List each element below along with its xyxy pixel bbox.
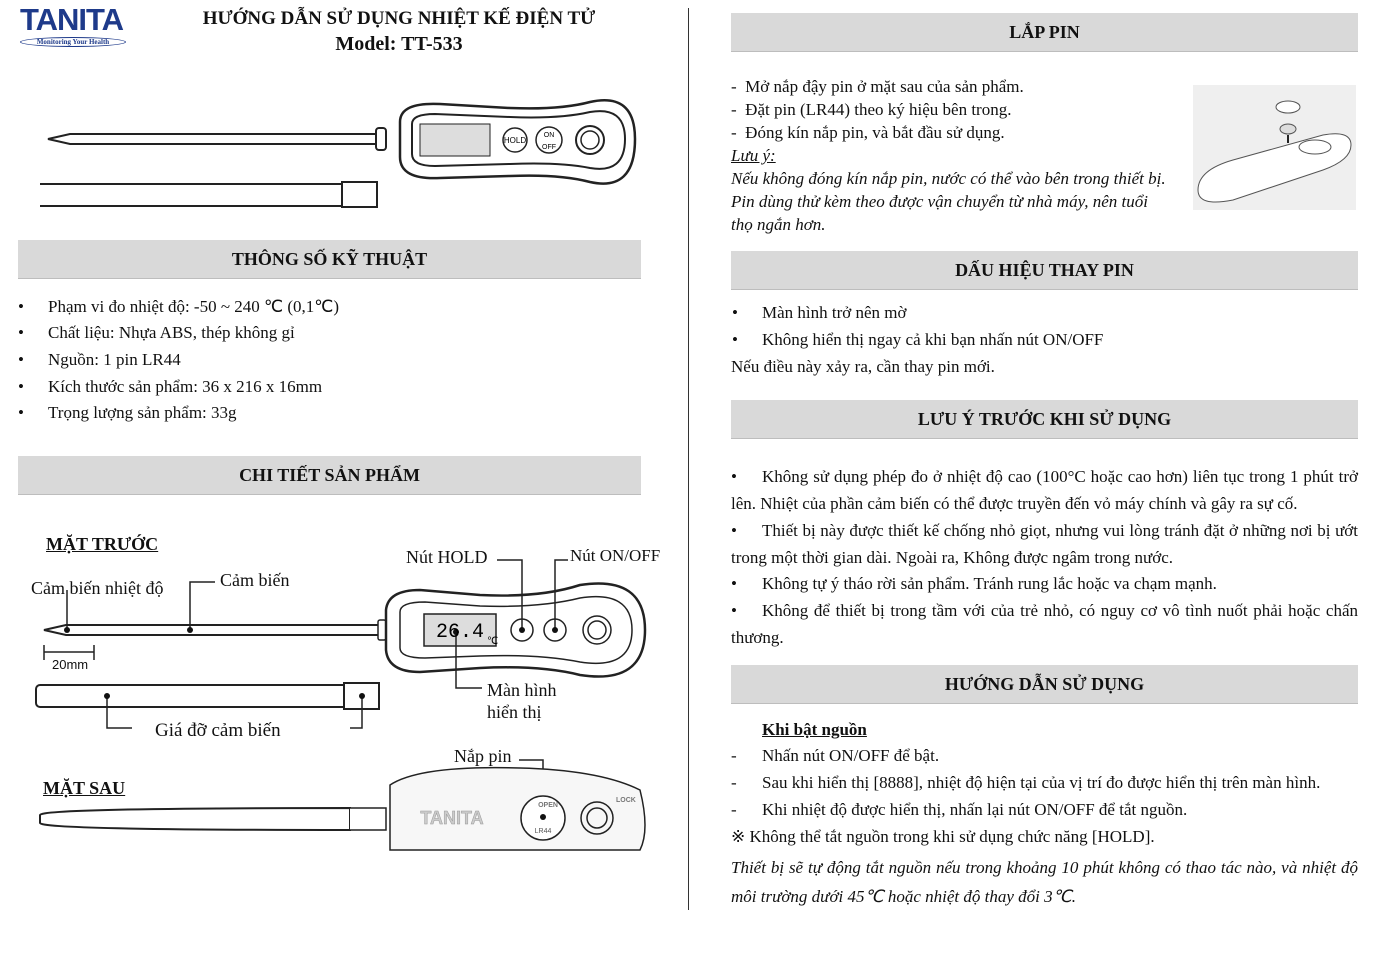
hold-button-label: HOLD [503, 136, 527, 145]
label-hold-button: Nút HOLD [406, 547, 488, 567]
usage-step: - Nhấn nút ON/OFF để bật. [731, 746, 940, 765]
usage-step-text: Khi nhiệt độ được hiển thị, nhấn lại nút ON/OFF để tắt nguồn. [762, 800, 1188, 819]
install-step-text: Mở nắp đậy pin ở mặt sau của sản phẩm. [745, 77, 1024, 96]
display-unit: ℃ [487, 636, 499, 647]
back-title: MẶT SAU [43, 778, 126, 798]
label-scale: 20mm [52, 657, 89, 672]
usage-step: - Khi nhiệt độ được hiển thị, nhấn lại nút ON/OFF để tắt nguồn. [731, 800, 1188, 819]
usage-step: - Sau khi hiển thị [8888], nhiệt độ hiện tại của vị trí đo được hiển thị trên màn hình. [731, 773, 1321, 792]
spec-item: • Trọng lượng sản phẩm: 33g [48, 403, 237, 423]
details-heading: CHI TIẾT SẢN PHẨM [18, 456, 641, 495]
display-value: 26.4 [435, 621, 485, 644]
label-onoff-button: Nút ON/OFF [570, 546, 661, 565]
logo-text: TANITA [20, 2, 124, 37]
precaution-text: Thiết bị này được thiết kế chống nhỏ giọt, nhưng vui lòng tránh đặt ở những nơi bị ướt trong một thời gian dài. Ngoài ra, Không được ngâm trong nước. [731, 521, 1358, 567]
battery-install-heading: LẮP PIN [731, 13, 1358, 52]
sign-item: • Không hiển thị ngay cả khi bạn nhấn nút ON/OFF [762, 330, 1103, 350]
bullet: • [731, 601, 737, 620]
specs-heading: THÔNG SỐ KỸ THUẬT [18, 240, 641, 279]
model-number: Model: TT-533 [335, 33, 463, 55]
install-step: - Đóng kín nắp pin, và bắt đầu sử dụng. [731, 123, 1005, 142]
label-display-1: Màn hình [487, 680, 557, 700]
off-label: OFF [542, 144, 556, 151]
battery-cover-open-label: OPEN [538, 802, 558, 809]
label-battery-cover: Nắp pin [454, 746, 512, 766]
precaution-item [731, 463, 1358, 517]
front-title: MẶT TRƯỚC [46, 534, 159, 554]
column-divider [688, 8, 689, 910]
label-sensor-holder: Giá đỡ cảm biến [155, 720, 281, 741]
spec-item: • Nguồn: 1 pin LR44 [48, 350, 181, 370]
sign-item: • Màn hình trở nên mờ [762, 303, 907, 323]
precautions-heading: LƯU Ý TRƯỚC KHI SỬ DỤNG [731, 400, 1358, 439]
install-step: - Đặt pin (LR44) theo ký hiệu bên trong. [731, 100, 1012, 119]
label-display-2: hiển thị [487, 702, 542, 722]
front-diagram [0, 540, 688, 860]
note-label: Lưu ý: [731, 146, 776, 165]
battery-type: LR44 [534, 828, 552, 835]
spec-item: • Kích thước sản phẩm: 36 x 216 x 16mm [48, 377, 322, 397]
lock-label: LOCK [616, 797, 636, 804]
precaution-text: Không sử dụng phép đo ở nhiệt độ cao (100°C hoặc cao hơn) liên tục trong 1 phút trở lên. Nhiệt của phần cảm biến có thể được truyền đến vỏ máy chính và gây ra sự cố. [731, 467, 1358, 513]
install-step-text: Đóng kín nắp pin, và bắt đầu sử dụng. [745, 123, 1005, 142]
on-label: ON [543, 132, 555, 139]
precaution-item [731, 570, 1358, 597]
note-line: Nếu không đóng kín nắp pin, nước có thể vào bên trong thiết bị. [731, 169, 1166, 188]
note-line: thọ ngắn hơn. [731, 215, 826, 234]
usage-subheading: Khi bật nguồn [762, 720, 867, 739]
usage-heading: HƯỚNG DẪN SỬ DỤNG [731, 665, 1358, 704]
thermometer-illustration [40, 92, 640, 212]
signs-footer: Nếu điều này xảy ra, cần thay pin mới. [731, 357, 995, 376]
usage-step-text: Sau khi hiển thị [8888], nhiệt độ hiện tại của vị trí đo được hiển thị trên màn hình. [762, 773, 1321, 792]
note-line: Pin dùng thử kèm theo được vận chuyển từ nhà máy, nên tuổi [731, 192, 1148, 211]
back-brand: TANITA [420, 808, 484, 828]
label-sensor: Cảm biến [220, 570, 290, 590]
install-step: - Mở nắp đậy pin ở mặt sau của sản phẩm. [731, 77, 1024, 96]
bullet: • [731, 521, 737, 540]
install-step-text: Đặt pin (LR44) theo ký hiệu bên trong. [745, 100, 1012, 119]
battery-signs-heading: DẤU HIỆU THAY PIN [731, 251, 1358, 290]
spec-item: • Phạm vi đo nhiệt độ: -50 ~ 240 ℃ (0,1℃) [48, 297, 339, 317]
precaution-item [731, 597, 1358, 651]
label-temp-sensor: Cảm biến nhiệt độ [31, 578, 164, 598]
bullet: • [731, 467, 737, 486]
logo-tagline: Monitoring Your Health [20, 37, 126, 47]
precaution-item [731, 517, 1358, 571]
precaution-text: Không tự ý tháo rời sản phẩm. Tránh rung lắc hoặc va chạm mạnh. [762, 574, 1217, 593]
usage-step-text: Nhấn nút ON/OFF để bật. [762, 746, 940, 765]
precaution-text: Không để thiết bị trong tầm với của trẻ nhỏ, có nguy cơ vô tình nuốt phải hoặc chấn thương. [731, 601, 1358, 647]
usage-note: ※ Không thể tắt nguồn trong khi sử dụng chức năng [HOLD]. [731, 827, 1155, 846]
battery-install-image [1193, 85, 1356, 210]
spec-item: • Chất liệu: Nhựa ABS, thép không gỉ [48, 323, 295, 343]
bullet: • [731, 574, 737, 593]
auto-off-note: Thiết bị sẽ tự động tắt nguồn nếu trong khoảng 10 phút không có thao tác nào, và nhiệt độ môi trường dưới 45℃ hoặc nhiệt độ thay đổi 3℃. [731, 858, 1358, 906]
tanita-logo [20, 4, 132, 50]
document-title: HƯỚNG DẪN SỬ DỤNG NHIỆT KẾ ĐIỆN TỬ [202, 8, 596, 29]
